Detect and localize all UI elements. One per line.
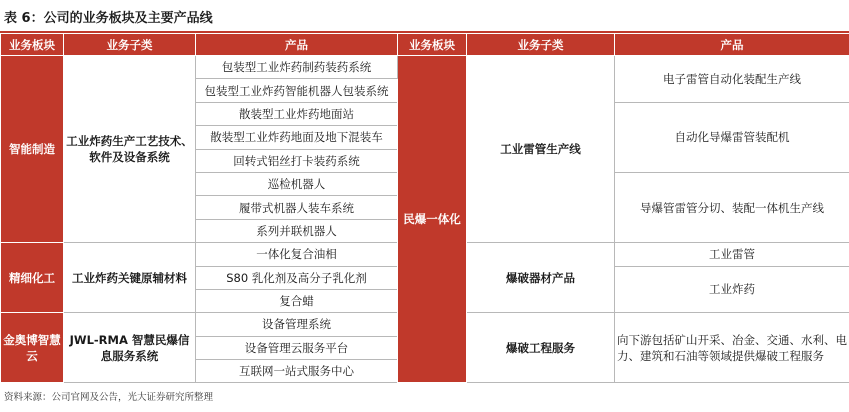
subcategory-cell: 工业雷管生产线 (467, 56, 615, 243)
product-cell: 设备管理云服务平台 (196, 336, 398, 359)
product-cell: 自动化导爆雷管装配机 (615, 102, 849, 172)
header-product-right: 产品 (615, 34, 849, 56)
source-note: 资料来源：公司官网及公告，光大证券研究所整理 (4, 392, 214, 403)
product-cell: 互联网一站式服务中心 (196, 360, 398, 383)
subcategory-cell: 工业炸药生产工艺技术、软件及设备系统 (64, 56, 196, 243)
subcategory-cell: 爆破器材产品 (467, 243, 615, 313)
product-cell: 系列并联机器人 (196, 219, 398, 242)
header-row (1, 34, 849, 56)
product-cell: 向下游包括矿山开采、冶金、交通、水利、电力、建筑和石油等领域提供爆破工程服务 (615, 313, 849, 383)
header-segment-right: 业务板块 (398, 34, 467, 56)
segment-cell: 精细化工 (1, 243, 64, 313)
subcategory-cell: JWL-RMA 智慧民爆信息服务系统 (64, 313, 196, 383)
product-cell: S80 乳化剂及高分子乳化剂 (196, 266, 398, 289)
segment-cell: 智能制造 (1, 56, 64, 243)
header-segment-left: 业务板块 (1, 34, 64, 56)
subcategory-cell: 爆破工程服务 (467, 313, 615, 383)
table-row (1, 56, 849, 79)
segment-cell: 金奥博智慧云 (1, 313, 64, 383)
product-cell: 工业炸药 (615, 266, 849, 313)
business-segments-table (0, 33, 849, 383)
product-cell: 设备管理系统 (196, 313, 398, 336)
header-subcategory-right: 业务子类 (467, 34, 615, 56)
segment-cell: 民爆一体化 (398, 56, 467, 383)
product-cell: 复合蜡 (196, 289, 398, 312)
product-cell: 散装型工业炸药地面及地下混装车 (196, 126, 398, 149)
product-cell: 包装型工业炸药智能机器人包装系统 (196, 79, 398, 102)
table-title: 表 6：公司的业务板块及主要产品线 (4, 11, 213, 26)
product-cell: 工业雷管 (615, 243, 849, 266)
product-cell: 包装型工业炸药制药装药系统 (196, 56, 398, 79)
header-product-left: 产品 (196, 34, 398, 56)
subcategory-cell: 工业炸药关键原辅材料 (64, 243, 196, 313)
product-cell: 回转式铝丝打卡装药系统 (196, 149, 398, 172)
product-cell: 电子雷管自动化装配生产线 (615, 56, 849, 103)
product-cell: 一体化复合油相 (196, 243, 398, 266)
header-subcategory-left: 业务子类 (64, 34, 196, 56)
product-cell: 履带式机器人装车系统 (196, 196, 398, 219)
product-cell: 散装型工业炸药地面站 (196, 102, 398, 125)
product-cell: 导爆管雷管分切、装配一体机生产线 (615, 172, 849, 242)
product-cell: 巡检机器人 (196, 172, 398, 195)
